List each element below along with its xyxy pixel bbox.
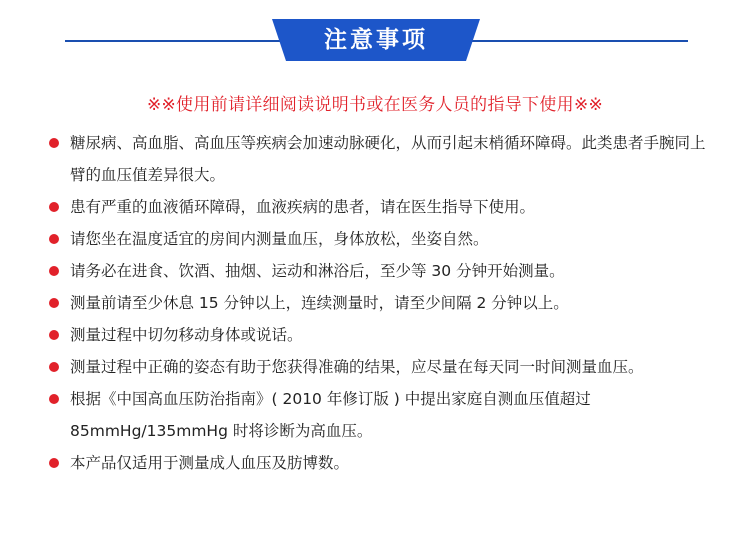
precaution-item — [0, 351, 750, 383]
precaution-text: 测量过程中切勿移动身体或说话。 — [70, 326, 303, 344]
page-title: 注意事项 — [324, 27, 428, 53]
precautions-list — [0, 127, 750, 479]
precaution-item — [0, 287, 750, 319]
header-divider-left — [65, 40, 287, 42]
title-banner — [272, 19, 480, 61]
precaution-text: 患有严重的血液循环障碍，血液疾病的患者，请在医生指导下使用。 — [70, 198, 536, 216]
precaution-text: 测量过程中正确的姿态有助于您获得准确的结果，应尽量在每天同一时间测量血压。 — [70, 358, 644, 376]
precaution-text: 本产品仅适用于测量成人血压及肪博数。 — [70, 454, 350, 472]
precaution-text: 请务必在进食、饮酒、抽烟、运动和淋浴后，至少等 30 分钟开始测量。 — [70, 262, 565, 280]
precaution-text: 糖尿病、高血脂、高血压等疾病会加速动脉硬化，从而引起末梢循环障碍。此类患者手腕同上臂的血压值差异很大。 — [70, 134, 706, 184]
bullet-icon — [49, 394, 59, 404]
bullet-icon — [49, 266, 59, 276]
precaution-text: 根据《中国高血压防治指南》( 2010 年修订版 ) 中提出家庭自测血压值超过85mmHg/135mmHg 时将诊断为高血压。 — [70, 390, 591, 440]
precaution-text: 测量前请至少休息 15 分钟以上，连续测量时，请至少间隔 2 分钟以上。 — [70, 294, 569, 312]
precaution-item — [0, 383, 750, 447]
precaution-item — [0, 191, 750, 223]
bullet-icon — [49, 362, 59, 372]
bullet-icon — [49, 202, 59, 212]
precaution-item — [0, 127, 750, 191]
bullet-icon — [49, 458, 59, 468]
precaution-item — [0, 255, 750, 287]
bullet-icon — [49, 330, 59, 340]
bullet-icon — [49, 138, 59, 148]
bullet-icon — [49, 298, 59, 308]
bullet-icon — [49, 234, 59, 244]
precaution-item — [0, 223, 750, 255]
precaution-item — [0, 447, 750, 479]
precaution-text: 请您坐在温度适宜的房间内测量血压，身体放松，坐姿自然。 — [70, 230, 489, 248]
precaution-item — [0, 319, 750, 351]
usage-warning: ※※使用前请详细阅读说明书或在医务人员的指导下使用※※ — [146, 95, 604, 115]
header-divider-right — [466, 40, 688, 42]
